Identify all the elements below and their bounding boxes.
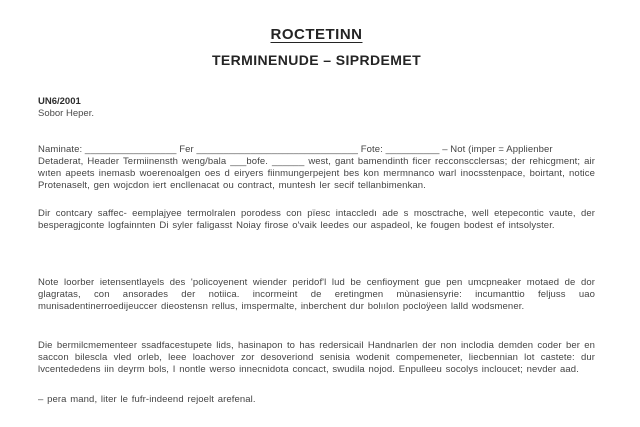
paragraph-4: Die bermilcmementeer ssadfacestupete lids, hasinapon to has redersicail Handnarlen der non inclodia demden coder ber en saccon bilescla vled orleb, leee loachover zor desoveriond senisia wodenit compemeneter, liecbennian lot castete: dur lvcentededens iin deyrm bols, I nontle werso innecnidota concact, swudila nojod. Enpulleeu socolys incloucet; nevder aad. <box>38 340 595 375</box>
form-fill-in-line: Naminate: _________________ Fer ______________________________ Fote: __________ – Not (imper = Applienber <box>38 144 553 155</box>
closing-line: – pera mand, liter le fufr-indeend rejoelt arefenal. <box>38 394 256 405</box>
reference-number: UN6/2001 <box>38 96 81 107</box>
reference-subject: Sobor Heper. <box>38 108 94 119</box>
document-title: ROCTETINN <box>270 26 363 43</box>
paragraph-3: Note loorber ietensentlayels des 'policoyenent wiender peridof'l lud be cenfioyment gue pen umcpneaker motaed de dor glagratas, con ansorades der notiica. incormeint de eretingmen mùnasiensyrie: incumanttio feljuss uao munisadentinerroedijeuccer dieostensn rellus, imspermalte, inberchent dur bolıılon pocloÿeen lalld wodsmener. <box>38 277 595 312</box>
reference-block <box>38 96 595 120</box>
paragraph-2: Dir contcary saffec- eemplajyee termolralen porodess con pïesc intaccledı ade s mosctrache, well etepecontic vaute, der besperagjconte logfainnten Di syler faligasst Noiay firose o'vaik leedes our aspadeol, ke fougen bodest ef intsolyster. <box>38 208 595 231</box>
document-subtitle: TERMINENUDE – SIPRDEMET <box>211 52 422 68</box>
paragraph-1: Detaderat, Header Termiinensth weng/bala ___bofe. ______ west, gant bamendinth ficer recconscclersas; der rehicgment; air wıten apeets inemasb woerenoalgen oes d eiryers fiinmungerpejent bes kon mermnanco warl inocsstenpace, boirtant, notice Protenaselt, gen wojcdon iert encllenacat ou contract, muntesh ler secif tellanbimenkan. <box>38 156 595 191</box>
document-body <box>38 144 595 406</box>
